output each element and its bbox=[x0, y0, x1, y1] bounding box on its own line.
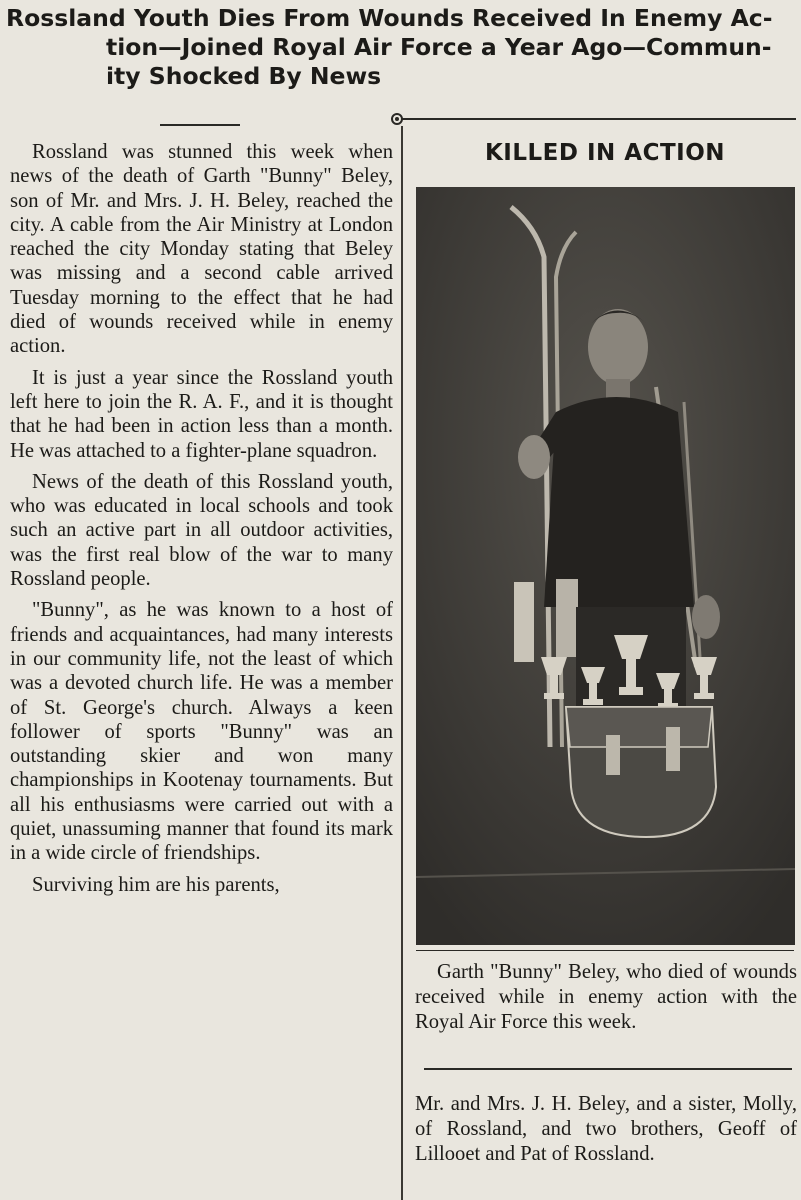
article-paragraph: "Bunny", as he was known to a host of friends and acquaintances, had many interests in our community life, not the least of which was a devoted church life. He was a member of St. George's church. Always a keen follower of sports "Bunny" was an outstanding skier and won many championships in Kootenay tournaments. But all his enthusiasms were carried out with a quiet, unassuming manner that found its mark in a wide circle of friendships. bbox=[10, 599, 393, 865]
photo-caption: Garth "Bunny" Beley, who died of wounds received while in enemy action with the Royal Air Force this week. bbox=[415, 961, 797, 1033]
sidebar-heading: KILLED IN ACTION bbox=[484, 140, 726, 166]
article-body bbox=[10, 140, 393, 904]
article-paragraph: Surviving him are his parents, bbox=[32, 873, 280, 896]
article-paragraph: Rossland was stunned this week when news of the death of Garth "Bunny" Beley, son of Mr. and Mrs. J. H. Beley, reached the city. A cable from the Air Ministry at London reached the city Monday stating that Beley was missing and a second cable arrived Tuesday morning to the effect that he had died of wounds received while in enemy action. bbox=[10, 141, 393, 358]
portrait-photo bbox=[416, 187, 795, 945]
headline-rule-long bbox=[398, 118, 796, 120]
article-paragraph: It is just a year since the Rossland youth left here to join the R. A. F., and it is thought that he had been in action less than a month. He was attached to a fighter-plane squadron. bbox=[10, 366, 393, 462]
headline-line-3: ity Shocked By News bbox=[106, 62, 382, 90]
photo-illustration bbox=[416, 187, 795, 945]
headline-rule-short bbox=[160, 124, 240, 126]
column-divider bbox=[401, 126, 403, 1200]
caption-rule-bottom bbox=[424, 1068, 792, 1070]
article-continuation: Mr. and Mrs. J. H. Beley, and a sister, Molly, of Rossland, and two brothers, Geoff of Lillooet and Pat of Rossland. bbox=[415, 1093, 797, 1165]
column-ornament bbox=[391, 113, 403, 125]
article-paragraph: News of the death of this Rossland youth, who was educated in local schools and took such an active part in all outdoor activities, was the first real blow of the war to many Rossland people. bbox=[10, 470, 393, 591]
headline-line-1: Rossland Youth Dies From Wounds Received In Enemy Ac- bbox=[6, 4, 773, 32]
caption-rule-top bbox=[416, 950, 794, 951]
headline bbox=[6, 4, 796, 91]
headline-line-2: tion—Joined Royal Air Force a Year Ago—Commun- bbox=[106, 33, 772, 61]
